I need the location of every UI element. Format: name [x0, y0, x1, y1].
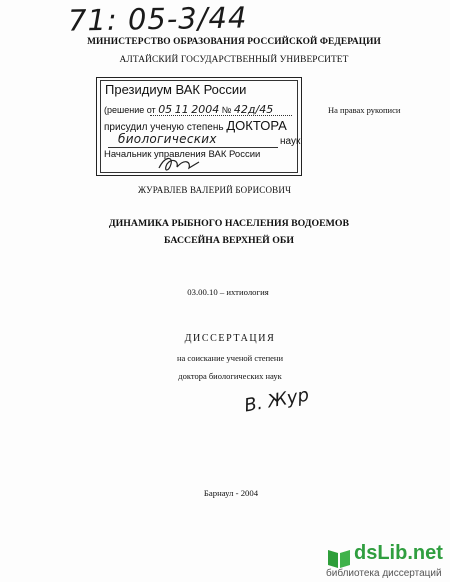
dslib-watermark: [268, 542, 448, 580]
stamp-title: Президиум ВАК России: [105, 82, 247, 97]
specialty: 03.00.10 – ихтиология: [187, 287, 269, 297]
document-type: ДИССЕРТАЦИЯ: [184, 333, 276, 344]
watermark-brand: dsLib.net: [354, 542, 443, 564]
book-logo-icon: [326, 546, 352, 570]
stamp-signature: [155, 152, 205, 176]
stamp-degree: ДОКТОРА: [226, 118, 287, 133]
stamp-awarded-line: [104, 118, 287, 133]
thesis-title-line1: ДИНАМИКА РЫБНОГО НАСЕЛЕНИЯ ВОДОЕМОВ: [108, 218, 350, 229]
stamp-decision-month: 11: [174, 103, 189, 116]
city-year: Барнаул - 2004: [203, 488, 259, 498]
stamp-decision-number: 42д/45: [233, 103, 274, 116]
stamp-field-underline: [108, 147, 278, 148]
watermark-subtitle: библиотека диссертаций: [326, 568, 442, 579]
stamp-awarded-label: присудил ученую степень: [104, 122, 224, 133]
stamp-science-label: наук: [280, 136, 301, 147]
stamp-field-handwritten: биологических: [118, 132, 217, 146]
stamp-head-label: Начальник управления ВАК России: [104, 149, 261, 160]
stamp-decision-no-label: №: [221, 105, 232, 115]
purpose-line1: на соискание ученой степени: [176, 353, 283, 363]
author-signature: В. Жур: [242, 384, 311, 417]
purpose-line2: доктора биологических наук: [178, 371, 282, 381]
thesis-title-line2: БАССЕЙНА ВЕРХНЕЙ ОБИ: [164, 235, 294, 246]
author-name: ЖУРАВЛЕВ ВАЛЕРИЙ БОРИСОВИЧ: [138, 185, 292, 195]
stamp-decision-underline: [150, 115, 292, 116]
ministry-name: МИНИСТЕРСТВО ОБРАЗОВАНИЯ РОССИЙСКОЙ ФЕДЕРАЦИИ: [87, 37, 381, 47]
stamp-decision-year: 2004: [191, 103, 220, 116]
manuscript-note: На правах рукописи: [328, 105, 401, 115]
university-name: АЛТАЙСКИЙ ГОСУДАРСТВЕННЫЙ УНИВЕРСИТЕТ: [119, 55, 349, 65]
stamp-decision-prefix: (решение от: [104, 105, 156, 115]
archive-number: 71: 05-3/44: [67, 0, 248, 38]
stamp-decision-day: 05: [158, 103, 173, 116]
